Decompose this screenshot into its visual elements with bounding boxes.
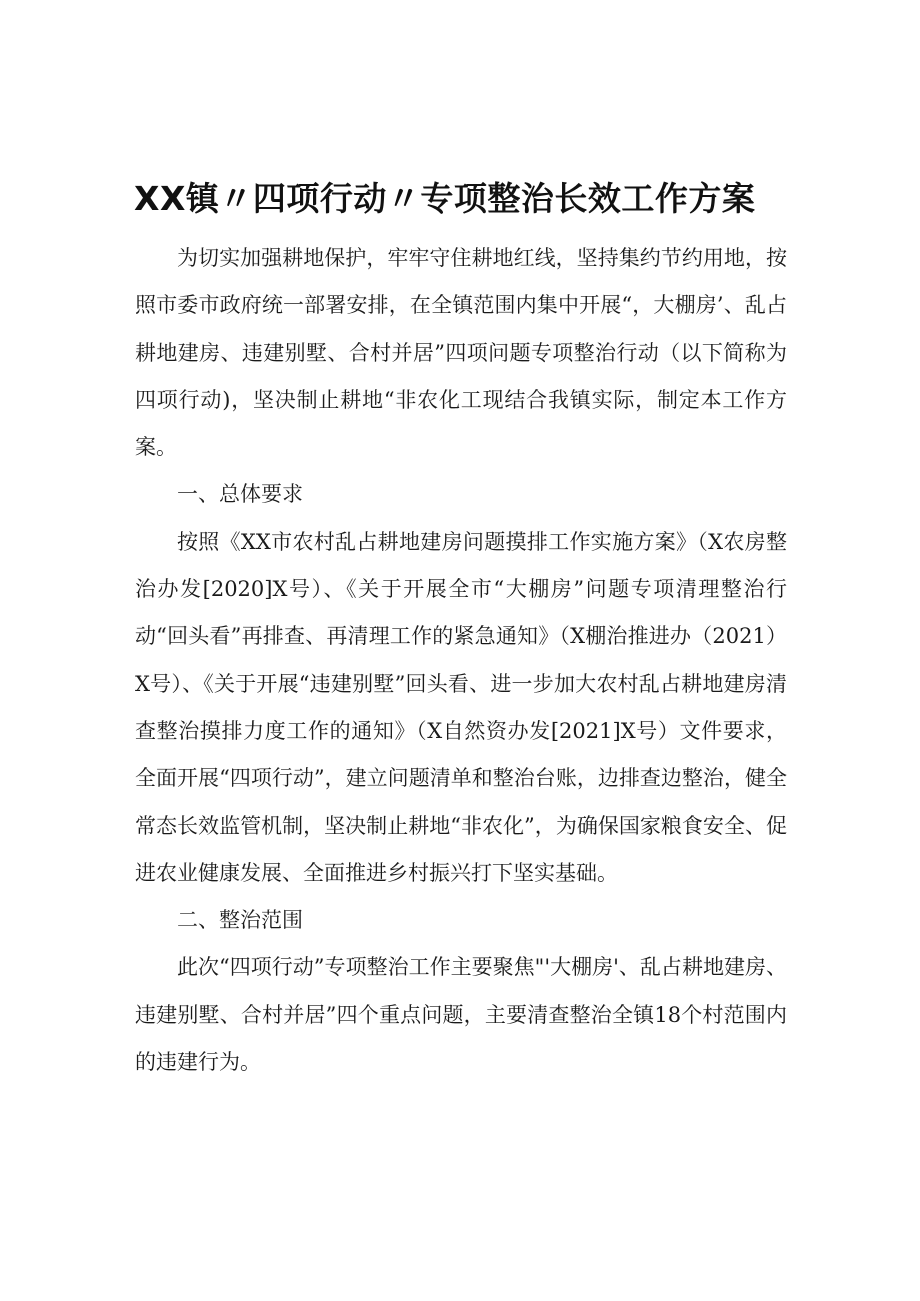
intro-paragraph: 为切实加强耕地保护，牢牢守住耕地红线，坚持集约节约用地，按照市委市政府统一部署安排，在全镇范围内集中开展“，大棚房’、乱占耕地建房、违建别墅、合村并居”四项问题专项整治行动（以下简称为四项行动)，坚决制止耕地“非农化工现结合我镇实际，制定本工作方案。 — [135, 246, 787, 460]
document-title: XX镇〃四项行动〃专项整治长效工作方案 — [134, 179, 756, 218]
section-heading-scope: 二、整治范围 — [177, 908, 303, 933]
document-body — [135, 235, 787, 1086]
section-paragraph-scope: 此次“四项行动”专项整治工作主要聚焦"'大棚房'、乱占耕地建房、违建别墅、合村并居”四个重点问题，主要清查整治全镇18个村范围内的违建行为。 — [135, 955, 787, 1075]
section-heading-general-requirements: 一、总体要求 — [177, 482, 303, 507]
section-paragraph-general-requirements: 按照《XX市农村乱占耕地建房问题摸排工作实施方案》（X农房整治办发[2020]X号）、《关于开展全市“大棚房”问题专项清理整治行动“回头看”再排查、再清理工作的紧急通知》（X棚治推进办（2021）X号）、《关于开展“违建别墅”回头看、进一步加大农村乱占耕地建房清查整治摸排力度工作的通知》（X自然资办发[2021]X号）文件要求，全面开展“四项行动”，建立问题清单和整治台账，边排查边整治，健全常态长效监管机制，坚决制止耕地“非农化”，为确保国家粮食安全、促进农业健康发展、全面推进乡村振兴打下坚实基础。 — [135, 529, 787, 885]
